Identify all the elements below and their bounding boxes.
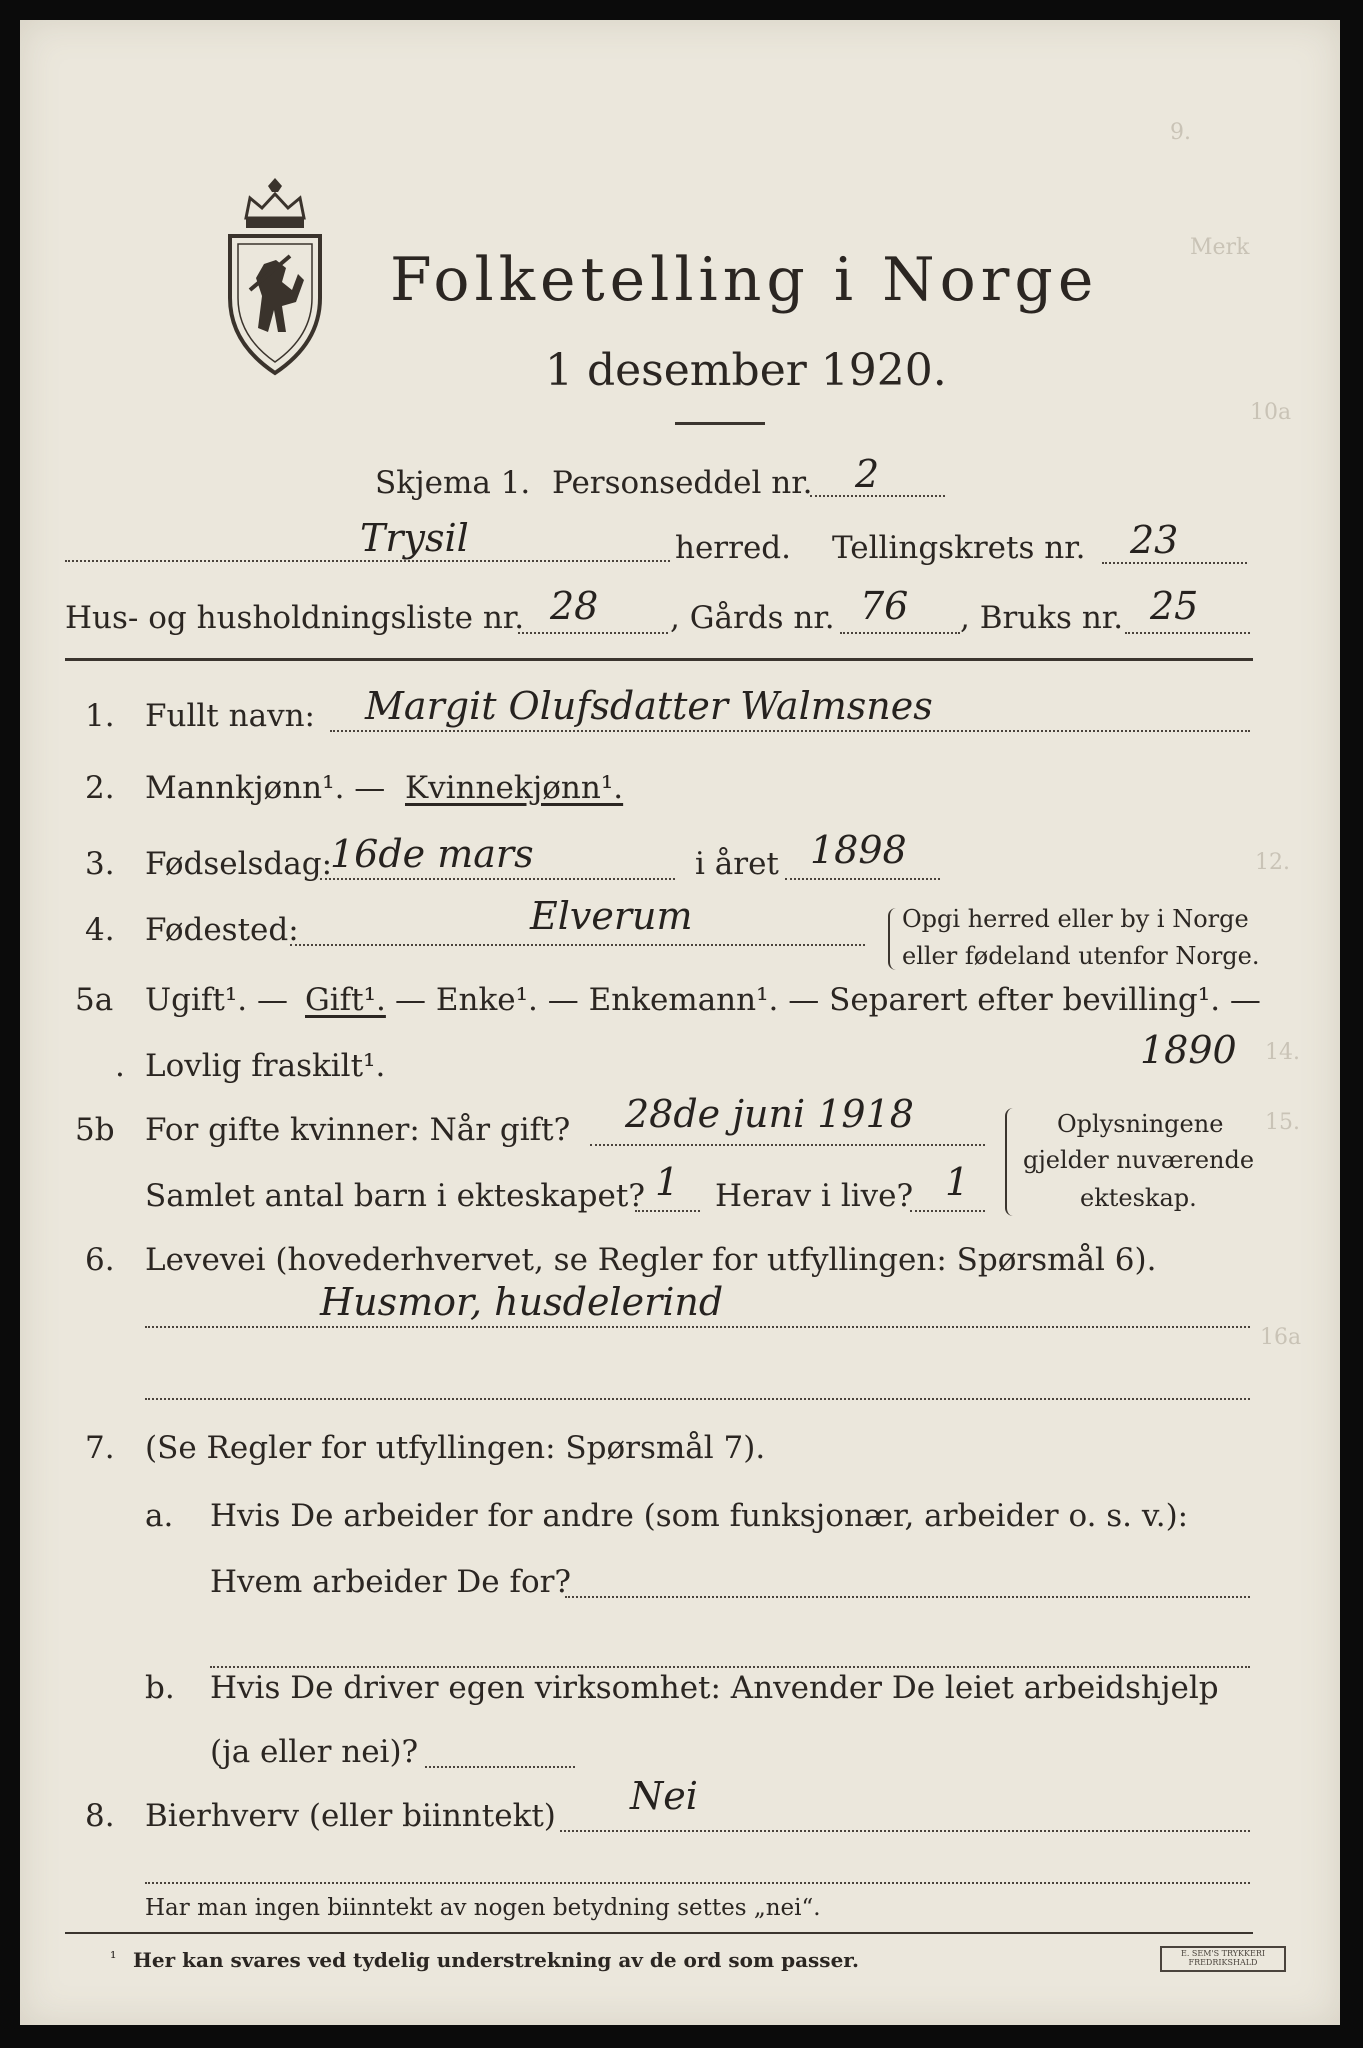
q5b-children-label: Samlet antal barn i ekteskapet? (145, 1178, 645, 1214)
q5a-line2-marker: . (115, 1048, 125, 1084)
personseddel-label: Personseddel nr. (552, 465, 813, 501)
tellingskrets-value: 23 (1130, 518, 1179, 562)
printer-stamp-line2: FREDRIKSHALD (1188, 1958, 1258, 1967)
herred-label: herred. (675, 530, 791, 566)
q4-note-line1: Opgi herred eller by i Norge (902, 905, 1249, 933)
footnote-marker: ¹ (110, 1948, 117, 1967)
marriage-date-value: 28de juni 1918 (625, 1092, 914, 1136)
q7b-sub-label: (ja eller nei)? (210, 1734, 419, 1770)
household-list-value: 28 (550, 584, 599, 628)
herred-value: Trysil (360, 516, 469, 560)
q5b-note-line2: gjelder nuværende (1023, 1146, 1255, 1174)
census-date: 1 desember 1920. (545, 345, 947, 396)
personseddel-value: 2 (855, 452, 880, 496)
margin-year-note: 1890 (1140, 1028, 1237, 1072)
q7a-sub-label: Hvem arbeider De for? (210, 1564, 572, 1600)
birthplace-value: Elverum (530, 894, 693, 938)
birth-date-value: 16de mars (330, 832, 534, 876)
q4-label: Fødested: (145, 912, 299, 948)
q3-label: Fødselsdag: (145, 846, 333, 882)
q1-label: Fullt navn: (145, 698, 315, 734)
q8-number: 8. (85, 1798, 115, 1834)
schema-label: Skjema 1. (375, 465, 531, 501)
census-form: 9. Merk 10a 12. 14. 15. 16a Folketelling i Norge 1 desember 1920. Skjema 1. Personseddel nr. 2 Trysil herred. Tellingskrets nr. 23 Hus- og husholdningsliste nr. 28 , Gårds nr. 76 , Bruks nr. 25 1. Fullt navn: Margit Olufsdatter Walmsnes 2. Mannkjønn¹. — Kvinnekjønn¹. 3. Fødselsdag: 16de mars i året 1898 4. Fødested: Elverum Opgi herred eller by i Norge eller fødeland utenfor Norge. 5a Ugift¹. — Gift¹. — Enke¹. — Enkemann¹. — Separert efter bevilling¹. — . Lovlig fraskilt¹. 1890 5b For gifte kvinner: Når gift? 28de juni 1918 Samlet antal barn i ekteskapet? 1 Herav i live? 1 Oplysningene gjelder nuværende ekteskap. 6. Levevei (hovederhvervet, se Regler for utfyllingen: Spørsmål 6). Husmor, husdelerind 7. (Se Regler for utfyllingen: Spørsmål 7). a. Hvis De arbeider for andre (som funksjonær, arbeider o. s. v.): Hvem arbeider De for? b. Hvis De driver egen virksomhet: Anvender De leiet arbeidshjelp (ja eller nei)? 8. Bierhverv (eller biinntekt) Nei Har man ingen biinntekt av nogen betydning settes „nei“. ¹ Her kan svares ved tydelig understrekning av de ord som passer. E. SEM'S TRYKKERI FREDRIKSHALD (20, 20, 1340, 2025)
q7a-letter: a. (145, 1498, 174, 1534)
side-income-value: Nei (630, 1774, 698, 1818)
tellingskrets-label: Tellingskrets nr. (832, 530, 1086, 566)
q5a-number: 5a (75, 982, 114, 1018)
norwegian-coat-of-arms-icon (220, 178, 330, 378)
q5b-number: 5b (75, 1112, 115, 1148)
full-name-value: Margit Olufsdatter Walmsnes (365, 684, 933, 728)
q5b-note-line3: ekteskap. (1080, 1184, 1197, 1212)
q3-year-label: i året (695, 846, 779, 882)
side-income-note: Har man ingen biinntekt av nogen betydning settes „nei“. (145, 1895, 821, 1921)
q5a-other-options: — Enke¹. — Enkemann¹. — Separert efter bevilling¹. — (395, 982, 1261, 1018)
q5b-label: For gifte kvinner: Når gift? (145, 1112, 571, 1148)
occupation-value: Husmor, husdelerind (320, 1280, 724, 1324)
q4-number: 4. (85, 912, 115, 948)
gards-value: 76 (860, 584, 909, 628)
q4-note-line2: eller fødeland utenfor Norge. (902, 942, 1260, 970)
q6-label: Levevei (hovederhvervet, se Regler for utfyllingen: Spørsmål 6). (145, 1242, 1157, 1278)
q8-label: Bierhverv (eller biinntekt) (145, 1798, 556, 1834)
q7-number: 7. (85, 1430, 115, 1466)
printer-stamp (1160, 1946, 1286, 1972)
q2-number: 2. (85, 770, 115, 806)
q5a-married-option-underlined: Gift¹. (305, 982, 386, 1018)
q1-number: 1. (85, 698, 115, 734)
q6-number: 6. (85, 1242, 115, 1278)
bruks-label: , Bruks nr. (960, 600, 1124, 636)
gards-label: , Gårds nr. (670, 600, 835, 636)
birth-year-value: 1898 (810, 828, 907, 872)
q2-female-option-underlined: Kvinnekjønn¹. (405, 770, 624, 806)
q7-label: (Se Regler for utfyllingen: Spørsmål 7). (145, 1430, 766, 1466)
q7a-text: Hvis De arbeider for andre (som funksjonær, arbeider o. s. v.): (210, 1498, 1189, 1534)
q5b-alive-label: Herav i live? (715, 1178, 914, 1214)
q7b-text: Hvis De driver egen virksomhet: Anvender De leiet arbeidshjelp (210, 1670, 1219, 1706)
q3-number: 3. (85, 846, 115, 882)
q7b-letter: b. (145, 1670, 175, 1706)
q5a-divorced-option: Lovlig fraskilt¹. (145, 1048, 386, 1084)
q5a-unmarried-option: Ugift¹. — (145, 982, 288, 1018)
printer-stamp-line1: E. SEM'S TRYKKERI (1180, 1949, 1266, 1958)
children-alive-value: 1 (945, 1160, 970, 1204)
q5b-note-line1: Oplysningene (1057, 1110, 1224, 1138)
form-title: Folketelling i Norge (390, 245, 1099, 315)
children-total-value: 1 (655, 1160, 680, 1204)
bruks-value: 25 (1150, 584, 1199, 628)
household-list-label: Hus- og husholdningsliste nr. (65, 600, 525, 636)
q2-male-option: Mannkjønn¹. — (145, 770, 386, 806)
footnote-text: Her kan svares ved tydelig understrekning av de ord som passer. (133, 1948, 859, 1972)
